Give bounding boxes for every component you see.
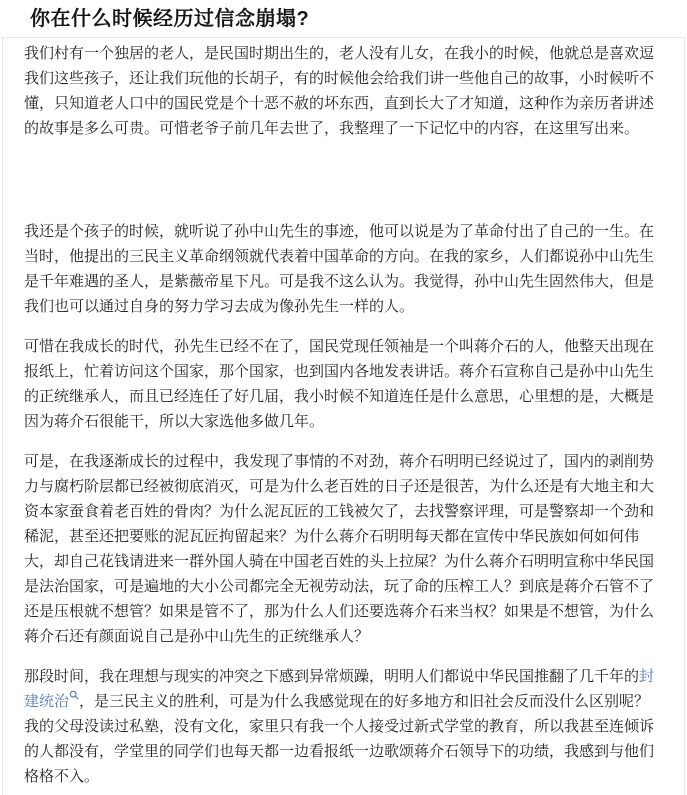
paragraph-text: 那段时间，我在理想与现实的冲突之下感到异常烦躁，明明人们都说中华民国推翻了几千年的 [24,668,640,685]
article-paragraph [24,664,663,789]
image-placeholder-gap [24,156,663,219]
search-icon[interactable] [69,690,79,700]
question-title: 你在什么时候经历过信念崩塌? [30,8,310,30]
paragraph-text: ，是三民主义的胜利，可是为什么我感觉现在的好多地方和旧社会反而没什么区别呢？我的父母没读过私塾，没有文化，家里只有我一个人接受过新式学堂的教育，所以我甚至连倾诉的人都没有，学堂里的同学们也每天都一边看报纸一边歌颂蒋介石领导下的功绩，我感到与他们格格不入。 [24,693,655,785]
article-paragraph: 我还是个孩子的时候，就听说了孙中山先生的事迹，他可以说是为了革命付出了自己的一生。在当时，他提出的三民主义革命纲领就代表着中国革命的方向。在我的家乡，人们都说孙中山先生是千年难遇的圣人，是紫薇帝星下凡。可是我不这么认为。我觉得，孙中山先生固然伟大，但是我们也可以通过自身的努力学习去成为像孙先生一样的人。 [24,223,655,315]
article-paragraph: 我们村有一个独居的老人，是民国时期出生的，老人没有儿女，在我小的时候，他就总是喜欢逗我们这些孩子，还让我们玩他的长胡子，有的时候他会给我们讲一些他自己的故事，小时候听不懂，只知道老人口中的国民党是个十恶不赦的坏东西，直到长大了才知道，这种作为亲历者讲述的故事是多么可贵。可惜老爷子前几年去世了，我整理了一下记忆中的内容，在这里写出来。 [24,45,655,137]
answer-content-panel [2,37,685,795]
article-paragraph: 可是，在我逐渐成长的过程中，我发现了事情的不对劲，蒋介石明明已经说过了，国内的剥削势力与腐朽阶层都已经被彻底消灭，可是为什么老百姓的日子还是很苦，为什么还是有大地主和大资本家蚕食着老百姓的骨肉？为什么泥瓦匠的工钱被欠了，去找警察评理，可是警察却一个劲和稀泥，甚至还把要账的泥瓦匠拘留起来？为什么蒋介石明明每天都在宣传中华民族如何如何伟大，却自己花钱请进来一群外国人骑在中国老百姓的头上拉屎？为什么蒋介石明明宣称中华民国是法治国家，可是遍地的大小公司都完全无视劳动法，玩了命的压榨工人？到底是蒋介石管不了还是压根就不想管？如果是管不了，那为什么人们还要选蒋介石来当权？如果是不想管，为什么蒋介石还有颜面说自己是孙中山先生的正统继承人？ [24,453,655,645]
search-term-label[interactable]: 封建统治 [24,668,655,710]
article-paragraph: 可惜在我成长的时代，孙先生已经不在了，国民党现任领袖是一个叫蒋介石的人，他整天出现在报纸上，忙着访问这个国家，那个国家，也到国内各地发表讲话。蒋介石宣称自己是孙中山先生的正统继承人，而且已经连任了好几届，我小时候不知道连任是什么意思，心里想的是，大概是因为蒋介石很能干，所以大家选他多做几年。 [24,338,655,430]
